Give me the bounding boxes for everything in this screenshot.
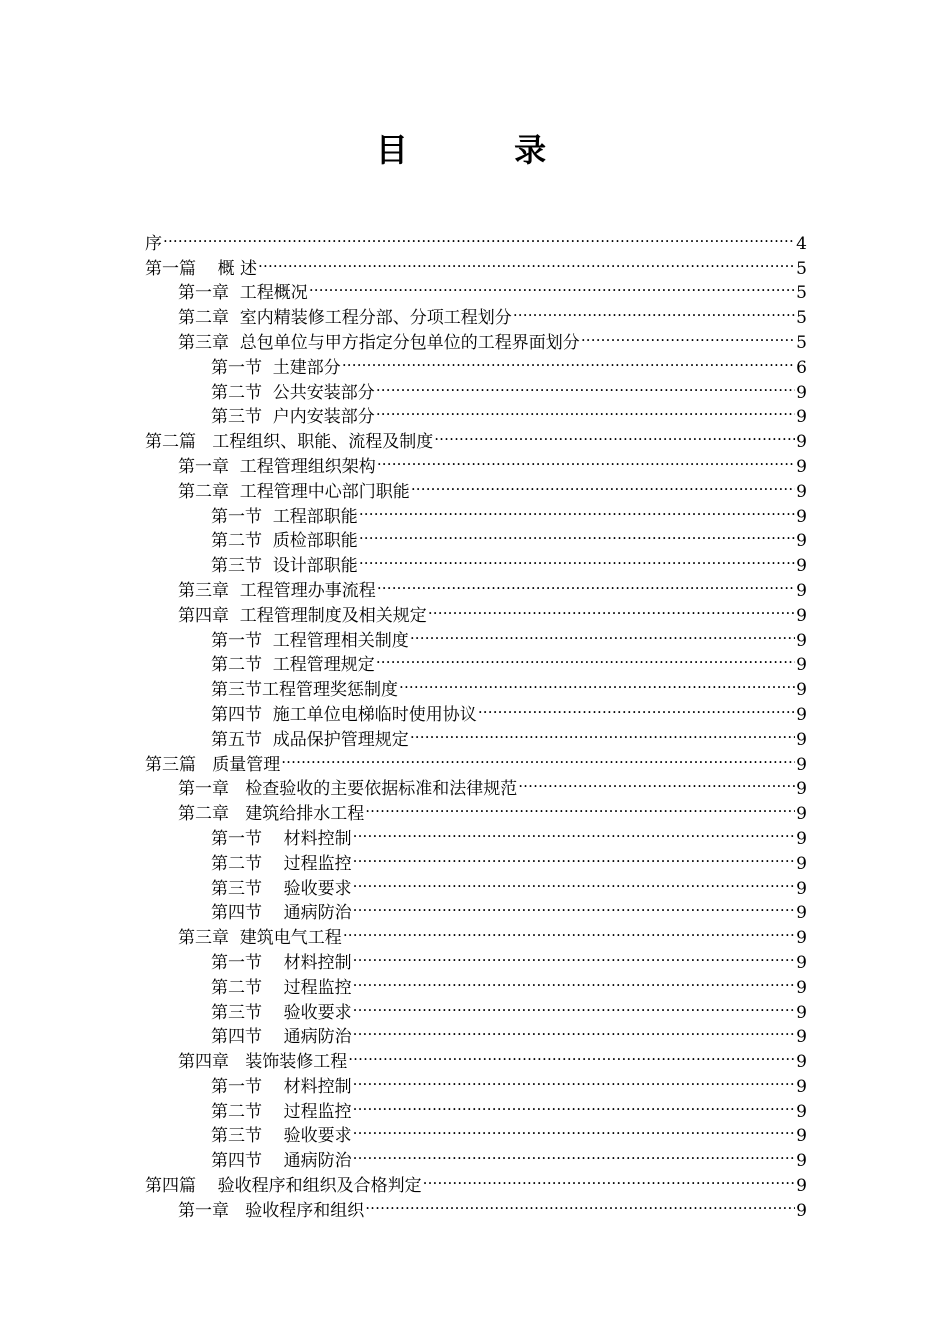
toc-entry-label: 第四节 通病防治 (211, 903, 352, 924)
toc-dot-leader (342, 348, 795, 373)
toc-entry-label: 第四节 通病防治 (211, 1151, 352, 1172)
toc-entry-label: 第二节 过程监控 (211, 977, 352, 998)
toc-dot-leader (365, 1191, 795, 1216)
toc-entry-label: 序 (145, 233, 162, 254)
toc-dot-leader (163, 224, 795, 249)
toc-entry-label: 第一章 验收程序和组织 (178, 1200, 365, 1221)
toc-entry-page-number: 9 (796, 952, 807, 973)
toc-entry-page-number: 9 (796, 655, 807, 676)
toc-dot-leader (399, 670, 795, 695)
toc-entry-page-number: 9 (796, 382, 807, 403)
toc-dot-leader (377, 571, 795, 596)
toc-entry-page-number: 9 (796, 1101, 807, 1122)
toc-entry-label: 第二节 公共安装部分 (211, 382, 375, 403)
toc-entry-page-number: 9 (796, 531, 807, 552)
toc-dot-leader (376, 398, 795, 423)
toc-dot-leader (359, 497, 795, 522)
toc-entry-page-number: 6 (796, 357, 807, 378)
toc-entry-page-number: 4 (796, 233, 807, 254)
toc-entry-page-number: 9 (796, 1176, 807, 1197)
toc-entry-label: 第三节工程管理奖惩制度 (211, 680, 398, 701)
toc-dot-leader (353, 1092, 796, 1117)
toc-dot-leader (410, 621, 795, 646)
toc-dot-leader (376, 373, 795, 398)
toc-entry-label: 第二篇 工程组织、职能、流程及制度 (145, 432, 434, 453)
toc-entry-page-number: 9 (796, 878, 807, 899)
toc-entry-page-number: 9 (796, 456, 807, 477)
toc-entry-page-number: 9 (796, 804, 807, 825)
toc-dot-leader (309, 274, 795, 299)
toc-dot-leader (411, 472, 795, 497)
toc-entry-label: 第二节 过程监控 (211, 853, 352, 874)
toc-entry-label: 第一章 工程概况 (178, 283, 308, 304)
toc-entry-label: 第三章 总包单位与甲方指定分包单位的工程界面划分 (178, 332, 580, 353)
toc-entry-page-number: 9 (796, 754, 807, 775)
toc-entry-page-number: 9 (796, 977, 807, 998)
toc-entry-page-number: 9 (796, 630, 807, 651)
toc-entry-page-number: 9 (796, 1027, 807, 1048)
toc-dot-leader (359, 546, 795, 571)
toc-entry-page-number: 9 (796, 1002, 807, 1023)
toc-entry-label: 第三节 验收要求 (211, 878, 352, 899)
toc-entry-page-number: 9 (796, 903, 807, 924)
toc-entry-label: 第一章 工程管理组织架构 (178, 456, 376, 477)
toc-entry-page-number: 9 (796, 407, 807, 428)
toc-entry[interactable] (145, 224, 807, 254)
toc-entry-label: 第二章 室内精装修工程分部、分项工程划分 (178, 308, 512, 329)
toc-entry-label: 第一节 材料控制 (211, 1076, 352, 1097)
toc-dot-leader (353, 1067, 796, 1092)
toc-entry-label: 第三节 设计部职能 (211, 556, 358, 577)
toc-entry-label: 第一节 工程管理相关制度 (211, 630, 409, 651)
toc-entry-label: 第三章 工程管理办事流程 (178, 580, 376, 601)
toc-dot-leader (434, 422, 795, 447)
toc-entry-label: 第四章 工程管理制度及相关规定 (178, 605, 427, 626)
toc-dot-leader (353, 819, 796, 844)
table-of-contents (145, 224, 807, 1221)
toc-entry-label: 第五节 成品保护管理规定 (211, 729, 409, 750)
toc-entry-page-number: 9 (796, 556, 807, 577)
toc-entry-label: 第二节 工程管理规定 (211, 655, 375, 676)
toc-entry-page-number: 9 (796, 680, 807, 701)
toc-dot-leader (353, 844, 796, 869)
toc-entry-label: 第三篇 质量管理 (145, 754, 281, 775)
toc-dot-leader (359, 522, 795, 547)
toc-dot-leader (353, 1117, 796, 1142)
toc-dot-leader (423, 1166, 796, 1191)
toc-dot-leader (428, 596, 795, 621)
toc-entry-label: 第一节 土建部分 (211, 357, 341, 378)
toc-entry-page-number: 9 (796, 779, 807, 800)
toc-entry-page-number: 9 (796, 704, 807, 725)
toc-dot-leader (348, 1042, 795, 1067)
toc-dot-leader (353, 943, 796, 968)
toc-dot-leader (518, 770, 795, 795)
toc-entry-page-number: 9 (796, 580, 807, 601)
toc-entry-label: 第三节 户内安装部分 (211, 407, 375, 428)
toc-dot-leader (343, 918, 795, 943)
toc-dot-leader (376, 646, 795, 671)
toc-dot-leader (353, 894, 796, 919)
toc-entry-label: 第一节 材料控制 (211, 952, 352, 973)
toc-entry-page-number: 9 (796, 1200, 807, 1221)
toc-entry-label: 第三节 验收要求 (211, 1002, 352, 1023)
toc-entry-label: 第四节 施工单位电梯临时使用协议 (211, 704, 477, 725)
toc-dot-leader (281, 745, 795, 770)
toc-entry-label: 第二章 工程管理中心部门职能 (178, 481, 410, 502)
toc-entry-label: 第二节 过程监控 (211, 1101, 352, 1122)
toc-entry-label: 第四节 通病防治 (211, 1027, 352, 1048)
toc-entry-label: 第四篇 验收程序和组织及合格判定 (145, 1176, 422, 1197)
toc-entry-page-number: 5 (796, 258, 807, 279)
toc-dot-leader (581, 323, 795, 348)
toc-entry-page-number: 9 (796, 928, 807, 949)
toc-dot-leader (513, 298, 795, 323)
toc-entry-page-number: 5 (796, 283, 807, 304)
toc-dot-leader (353, 1018, 796, 1043)
toc-dot-leader (258, 249, 795, 274)
toc-entry-page-number: 9 (796, 853, 807, 874)
toc-entry-page-number: 9 (796, 1151, 807, 1172)
toc-entry-page-number: 9 (796, 729, 807, 750)
toc-entry-page-number: 9 (796, 481, 807, 502)
toc-entry-page-number: 9 (796, 605, 807, 626)
toc-entry-page-number: 9 (796, 828, 807, 849)
toc-dot-leader (353, 869, 796, 894)
page-title: 目 录 (375, 131, 575, 169)
toc-entry-label: 第三章 建筑电气工程 (178, 928, 342, 949)
toc-dot-leader (353, 1141, 796, 1166)
toc-dot-leader (353, 993, 796, 1018)
toc-dot-leader (478, 695, 795, 720)
toc-dot-leader (410, 720, 795, 745)
toc-entry-label: 第一篇 概 述 (145, 258, 258, 279)
toc-entry-label: 第二章 建筑给排水工程 (178, 804, 365, 825)
toc-entry-page-number: 9 (796, 1052, 807, 1073)
toc-entry-page-number: 5 (796, 332, 807, 353)
toc-dot-leader (353, 968, 796, 993)
toc-entry-label: 第二节 质检部职能 (211, 531, 358, 552)
toc-entry-page-number: 9 (796, 1076, 807, 1097)
toc-entry-page-number: 9 (796, 506, 807, 527)
toc-entry-label: 第一节 材料控制 (211, 828, 352, 849)
toc-entry-page-number: 9 (796, 1126, 807, 1147)
toc-entry-page-number: 5 (796, 308, 807, 329)
toc-entry[interactable] (145, 249, 807, 279)
toc-entry-label: 第一节 工程部职能 (211, 506, 358, 527)
toc-entry-page-number: 9 (796, 432, 807, 453)
toc-entry-label: 第三节 验收要求 (211, 1126, 352, 1147)
toc-entry-label: 第一章 检查验收的主要依据标准和法律规范 (178, 779, 518, 800)
toc-entry-label: 第四章 装饰装修工程 (178, 1052, 348, 1073)
toc-dot-leader (377, 447, 795, 472)
toc-dot-leader (365, 794, 795, 819)
